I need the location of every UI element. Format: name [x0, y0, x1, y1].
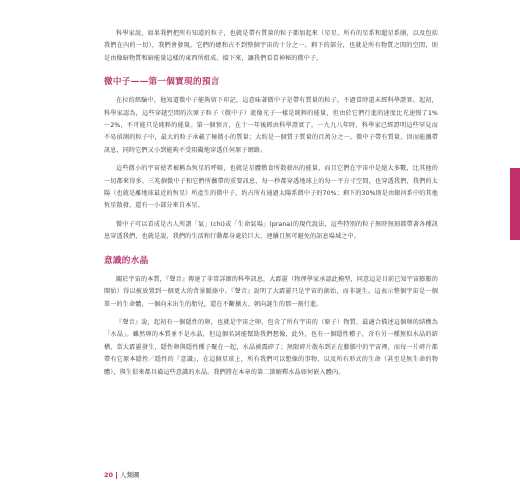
chapter-tab-marker [510, 168, 520, 240]
intro-paragraph: 科學家說，如果我們把所有知道的粒子，也就是帶有質量的粒子都加起來（星星、所有的星系和超星系團，以及包括我們在內的一切），我們會發現，它們的總和占不到整個宇宙的十分之一。剩下的部分，也就是所有物質之間的空間，則是由像暗物質和暗能量這樣的東西所組成。接下來，讓我們看看神秘的微中子。 [104, 30, 438, 62]
footer-divider [116, 472, 117, 479]
page-footer [104, 470, 140, 479]
section-heading-crystal: 意識的水晶 [104, 255, 149, 266]
body-paragraph: 微中子可以看成是古人所謂「氣」(chi)或「生命氣場」(prana)的現代說法，這些特別的粒子無時無刻都帶著各種訊息穿透我們，也就是說，我們的生活和行動都身處於巨大、連續且無可避免的訊息場域之中。 [104, 220, 438, 241]
section-heading-neutrino: 微中子——第一個實現的預言 [104, 77, 220, 88]
page-content [104, 28, 438, 385]
body-paragraph: 在拉的經驗中，他知道微中子能夠留下印記，這意味著微中子是帶有質量的粒子，不過當時還未經科學證實。起初，科學家認為，這些穿越空間的次原子粒子（微中子）流像光子一樣是純粹的能量，但由於它們行進的速度比光速慢了1%～2%，不可能只是純粹的能量。第一個預言，在十一年後經由科學證實了。一九九八年時，科學家已經證明這些罕見而不易偵測的粒子中，最大的粒子承載了極微小的質量；大約是一個質子質量的百萬分之一。微中子帶有質量，因而能攜帶訊息，同時它們又小到能夠不受阻礙地穿透任何原子網路。 [104, 97, 438, 154]
page-number: 20 [104, 471, 114, 479]
body-paragraph: 這些微小的宇宙使者被稱為恆星的呼吸，也就是星體燃食所散發出的能量，而且它們在宇宙中是絕大多數，比其他的一切都來得多。三兆個微中子和它們所攜帶的重要訊息，每一秒都穿透地球上的每一平方寸空間，也穿透我們，我們的太陽（也就是離地球最近的恆星）所產生的微中子，約占所有通過太陽系微中子的70%；剩下的30%則是由銀河系中的其他恆星散發，還有一小部分來自本星。 [104, 165, 438, 210]
running-title: 人類圖 [120, 471, 140, 479]
body-paragraph: 『聲音』說，起初有一個隱性的卵，也就是宇宙之卵，包含了所有宇宙的（原子）物質，最適合描述這個卵的結構為「水晶」。雖然卵的本質並不是水晶，但這個名詞能幫助我們想像，此外，也有一個隱性種子，含有另一種無似水晶的結構，當大霹靂發生，隱性卵與隱性種子聚在一起，水晶被震碎了；無限碎片散布到正在膨脹中的宇宙裡，而每一片碎片都帶有它原本隱性／隱性的『意識』，在這個星球上，所有我們可以想像的事物，以及所有形式的生命（甚至是無生命的物體），與生俱來都具備這些意識的水晶。我們將在本章的第二節解釋水晶如何嵌入體內。 [104, 318, 438, 376]
body-paragraph: 關於宇宙的本質，『聲音』傳達了非常詳細的科學訊息，大霹靂（物理學家承認此模型，同意這是目前已知宇宙膨脹的開始）得以被放置到一個更大的背景脈絡中。『聲音』說明了大霹靂只是宇宙的創始，而非誕生。這表示整個宇宙是一個單一的生命體，一個向未出生的胎兒，還在不斷擴大、朝向誕生的那一刻行進。 [104, 275, 438, 308]
